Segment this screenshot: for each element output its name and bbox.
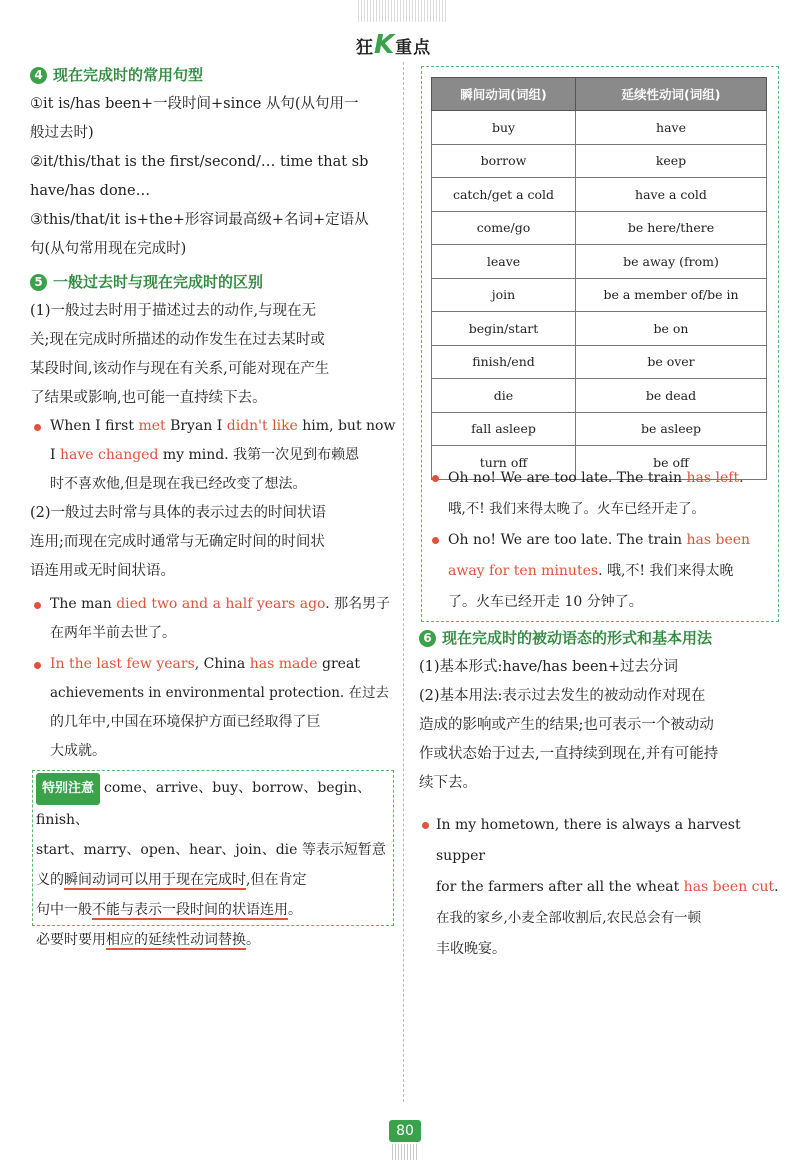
bullet	[34, 662, 41, 669]
table-cell: borrow	[432, 144, 576, 178]
table-header: 瞬间动词(词组)	[432, 78, 576, 111]
special-note-tag: 特别注意	[36, 773, 100, 805]
table-cell: be here/there	[576, 211, 767, 245]
special-note	[36, 773, 392, 955]
section6-example	[436, 810, 782, 965]
section5-example2	[50, 590, 396, 648]
table-row	[432, 245, 767, 279]
table-cell: be over	[576, 345, 767, 379]
section6-p2-line: (2)基本用法:表示过去发生的被动动作对现在	[419, 688, 706, 704]
ex-text: When I first	[50, 418, 139, 434]
note-text: 必要时要用	[36, 932, 106, 948]
header-title	[356, 30, 431, 60]
ex-highlight: has made	[249, 656, 318, 672]
ex-highlight: has left	[686, 470, 740, 486]
ex-translation: 时不喜欢他,但是现在我已经改变了想法。	[50, 476, 307, 492]
ex-text: . 那名男子	[325, 596, 391, 612]
ex-translation: 了。火车已经开走 10 分钟了。	[448, 594, 643, 610]
table-row	[432, 211, 767, 245]
table-cell: have	[576, 111, 767, 145]
ex-highlight: died two and a half years ago	[116, 596, 326, 612]
section5-example3	[50, 650, 396, 766]
ex-text: my mind. 我第一次见到布赖恩	[158, 447, 360, 463]
bullet	[422, 822, 429, 829]
ex-highlight: didn't like	[226, 418, 298, 434]
note-text: 。	[288, 902, 302, 918]
note-underlined: 不能与表示一段时间的状语连用	[92, 902, 288, 918]
ex-translation: 在我的家乡,小麦全部收割后,农民总会有一顿	[436, 910, 702, 926]
ex-text: for the farmers after all the wheat	[436, 879, 684, 895]
ex-text: great	[317, 656, 360, 672]
note-text: 义的	[36, 872, 64, 888]
ex-highlight: has been cut	[683, 879, 775, 895]
section5-p1-line: (1)一般过去时用于描述过去的动作,与现在无	[30, 303, 317, 319]
note-underlined: 瞬间动词可以用于现在完成时	[64, 872, 246, 888]
bullet	[432, 475, 439, 482]
table-cell: come/go	[432, 211, 576, 245]
section5-p2	[30, 499, 396, 586]
section5-p2-line: (2)一般过去时常与具体的表示过去的时间状语	[30, 505, 327, 521]
section6-p2-line: 造成的影响或产生的结果;也可表示一个被动动	[419, 717, 714, 733]
page-number: 80	[389, 1120, 421, 1142]
section4-heading-text: 现在完成时的常用句型	[53, 66, 204, 84]
section5-example1	[50, 412, 396, 499]
ex-text: , China	[194, 656, 250, 672]
table-row	[432, 412, 767, 446]
section4-line: ①it is/has been+一段时间+since 从句(从句用一	[30, 96, 359, 112]
page-header	[0, 0, 800, 60]
section4-line: 句(从句常用现在完成时)	[30, 241, 187, 257]
table-cell: be dead	[576, 379, 767, 413]
ex-translation: 哦,不! 我们来得太晚了。火车已经开走了。	[448, 501, 706, 517]
table-row	[432, 379, 767, 413]
section5-p1-line: 了结果或影响,也可能一直持续下去。	[30, 390, 267, 406]
table-cell: finish/end	[432, 345, 576, 379]
header-title-right: 重点	[395, 38, 432, 58]
table-cell: turn off	[432, 446, 576, 480]
table-row	[432, 178, 767, 212]
section5-p2-line: 连用;而现在完成时通常与无确定时间的时间状	[30, 534, 325, 550]
section5-heading-text: 一般过去时与现在完成时的区别	[53, 273, 264, 291]
section6-p1: (1)基本形式:have/has been+过去分词	[419, 659, 679, 675]
ex-text: achievements in environmental protection. 在过去	[50, 685, 389, 701]
footer-decoration	[392, 1144, 418, 1160]
section6-heading	[419, 624, 781, 653]
section6	[419, 624, 781, 798]
table-header: 延续性动词(词组)	[576, 78, 767, 111]
section5-p1-line: 关;现在完成时所描述的动作发生在过去某时或	[30, 332, 325, 348]
bullet	[432, 537, 439, 544]
note-text: ,但在肯定	[246, 872, 307, 888]
table-cell: fall asleep	[432, 412, 576, 446]
ex-text: Oh no! We are too late. The train	[448, 470, 687, 486]
section4-line: ③this/that/it is+the+形容词最高级+名词+定语从	[30, 212, 369, 228]
table-row	[432, 144, 767, 178]
table-cell: have a cold	[576, 178, 767, 212]
table-cell: buy	[432, 111, 576, 145]
header-decoration	[358, 0, 446, 22]
section4-line: 般过去时)	[30, 125, 94, 141]
table-cell: be away (from)	[576, 245, 767, 279]
ex-highlight: have changed	[59, 447, 159, 463]
table-cell: be asleep	[576, 412, 767, 446]
section6-p2-line: 作或状态始于过去,一直持续到现在,并有可能持	[419, 746, 719, 762]
ex-translation: 在两年半前去世了。	[50, 625, 176, 641]
header-title-left: 狂	[356, 38, 374, 58]
table-row	[432, 278, 767, 312]
ex-highlight: met	[138, 418, 166, 434]
section4-line: have/has done…	[30, 183, 151, 199]
table-cell: join	[432, 278, 576, 312]
ex-text: Oh no! We are too late. The train	[448, 532, 687, 548]
table-row	[432, 312, 767, 346]
ex-text: Bryan I	[165, 418, 227, 434]
ex-highlight: In the last few years	[50, 656, 195, 672]
section5-p1-line: 某段时间,该动作与现在有关系,可能对现在产生	[30, 361, 330, 377]
ex-text: .	[774, 879, 779, 895]
table-row	[432, 345, 767, 379]
table-cell: begin/start	[432, 312, 576, 346]
header-title-k: K	[374, 30, 396, 60]
ex-highlight: has been	[686, 532, 751, 548]
note-text: 句中一般	[36, 902, 92, 918]
table-example1	[448, 463, 774, 525]
verb-table	[431, 77, 767, 480]
section4-heading	[30, 61, 396, 90]
ex-text: .	[739, 470, 744, 486]
ex-text: him, but now	[297, 418, 396, 434]
ex-translation: 大成就。	[50, 743, 106, 759]
section4-line: ②it/this/that is the first/second/… time that sb	[30, 154, 369, 170]
table-cell: be a member of/be in	[576, 278, 767, 312]
column-divider	[403, 62, 404, 1102]
table-cell: keep	[576, 144, 767, 178]
section4	[30, 61, 396, 413]
table-cell: be off	[576, 446, 767, 480]
section6-heading-text: 现在完成时的被动语态的形式和基本用法	[442, 629, 713, 647]
table-cell: catch/get a cold	[432, 178, 576, 212]
note-line: come、arrive、buy、borrow、begin、finish、	[36, 780, 372, 828]
section5-heading	[30, 268, 396, 297]
table-cell: be on	[576, 312, 767, 346]
bullet	[34, 424, 41, 431]
table-header-row	[432, 78, 767, 111]
ex-translation: 的几年中,中国在环境保护方面已经取得了巨	[50, 714, 321, 730]
bullet	[34, 602, 41, 609]
section6-p2-line: 续下去。	[419, 775, 477, 791]
note-text: 。	[246, 932, 260, 948]
note-underlined: 相应的延续性动词替换	[106, 932, 246, 948]
section5-number: 5	[30, 274, 47, 291]
ex-translation: 丰收晚宴。	[436, 941, 506, 957]
section6-number: 6	[419, 630, 436, 647]
note-line: start、marry、open、hear、join、die 等表示短暂意	[36, 842, 386, 858]
ex-text: In my hometown, there is always a harvest supper	[436, 817, 741, 864]
ex-text: I	[50, 447, 60, 463]
section5-p2-line: 语连用或无时间状语。	[30, 563, 175, 579]
table-example2	[448, 525, 774, 618]
ex-text: The man	[50, 596, 117, 612]
table-row	[432, 111, 767, 145]
table-cell: die	[432, 379, 576, 413]
ex-translation: . 哦,不! 我们来得太晚	[598, 563, 734, 579]
table-cell: leave	[432, 245, 576, 279]
ex-highlight: away for ten minutes	[448, 563, 599, 579]
section4-number: 4	[30, 67, 47, 84]
